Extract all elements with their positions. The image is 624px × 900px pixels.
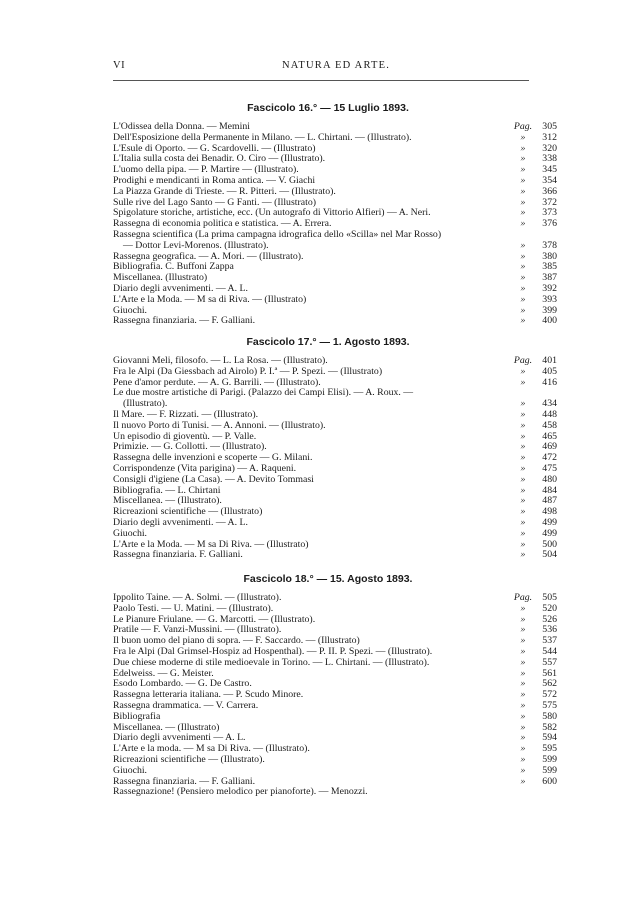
entry-page-marker: »	[520, 441, 526, 453]
toc-entry	[113, 293, 557, 306]
entry-page-marker: »	[520, 721, 526, 733]
entry-page-marker: »	[520, 239, 526, 251]
entry-page-number: 472	[542, 452, 557, 464]
entry-page-marker: »	[520, 131, 526, 143]
fascicolo-16-section	[113, 102, 557, 327]
entry-page-number: 562	[542, 678, 557, 690]
entry-title: L'Italia sulla costa dei Benadir. O. Ciro — (Illustrato).	[113, 153, 326, 165]
entry-title: Corrispondenze (Vita parigina) — A. Raqueni.	[113, 462, 297, 474]
entry-page-marker: »	[520, 153, 526, 165]
entry-page-marker: »	[520, 516, 526, 528]
entry-title: Consigli d'igiene (La Casa). — A. Devito Tommasi	[113, 473, 314, 485]
entry-page-marker: »	[520, 710, 526, 722]
entry-page-marker: »	[520, 282, 526, 294]
entry-page-number: 405	[542, 365, 557, 377]
entry-page-number: 499	[542, 527, 557, 539]
entry-title: Rassegna delle invenzioni e scoperte — G. Milani.	[113, 452, 313, 464]
entry-page-number: 465	[542, 430, 557, 442]
entry-title: Rassegna geografica. — A. Mori. — (Illustrato).	[113, 250, 304, 262]
fascicolo-17-section	[113, 336, 557, 561]
entry-page-marker: »	[520, 419, 526, 431]
entry-title: Giovanni Meli, filosofo. — L. La Rosa. — (Illustrato).	[113, 355, 328, 366]
entry-page-number: 380	[542, 250, 557, 262]
entry-title: Sulle rive del Lago Santo — G Fanti. — (Illustrato)	[113, 196, 316, 208]
entry-page-marker: »	[520, 549, 526, 561]
entry-title: Le due mostre artistiche di Parigi. (Palazzo dei Campi Elisi). — A. Roux. —	[113, 387, 414, 399]
entry-page-number: 312	[542, 131, 557, 143]
entry-page-marker: »	[520, 261, 526, 273]
entry-list	[113, 121, 557, 327]
entry-page-marker: »	[520, 304, 526, 316]
toc-entry	[113, 185, 557, 198]
entry-title: Spigolature storiche, artistiche, ecc. (Un autografo di Vittorio Alfieri) — A. Neri.	[113, 207, 431, 219]
entry-title: Ippolito Taine. — A. Solmi. — (Illustrato).	[113, 592, 282, 603]
entry-page-number: 498	[542, 506, 557, 518]
toc-entry	[113, 699, 557, 712]
entry-title: Rassegna scientifica (La prima campagna idrografica dello «Scilla» nel Mar Rosso)	[113, 228, 442, 240]
entry-list	[113, 355, 557, 561]
entry-page-number: 504	[542, 549, 557, 561]
entry-page-number: 575	[542, 699, 557, 711]
entry-title: Miscellanea. (Illustrato)	[113, 272, 208, 284]
header-rule	[113, 80, 529, 81]
fascicolo-18-section	[113, 573, 557, 798]
entry-page-number: 387	[542, 272, 557, 284]
entry-page-number: 372	[542, 196, 557, 208]
entry-title: L'Arte e la moda. — M sa Di Riva. — (Illustrato).	[113, 743, 310, 755]
toc-entry	[113, 549, 557, 561]
entry-title: L'Arte e la Moda. — M sa Di Riva. — (Illustrato)	[113, 538, 309, 550]
entry-page-number: 378	[542, 239, 557, 251]
entry-page-number: 392	[542, 282, 557, 294]
entry-page-number: 400	[542, 315, 557, 327]
entry-page-marker: »	[520, 753, 526, 765]
entry-page-marker: »	[520, 538, 526, 550]
entry-page-number: 320	[542, 142, 557, 154]
entry-page-marker: »	[520, 635, 526, 647]
entry-title: L'Arte e la Moda. — M sa di Riva. — (Illustrato)	[113, 293, 307, 305]
entry-title: Rassegna di economia politica e statistica. — A. Errera.	[113, 218, 332, 230]
entry-page-number: 595	[542, 743, 557, 755]
entry-page-marker: »	[520, 473, 526, 485]
entry-title: Rassegna finanziaria. F. Galliani.	[113, 549, 243, 561]
entry-title: Bibliografia. — L. Chirtani	[113, 484, 221, 496]
entry-title: Diario degli avvenimenti — A. L.	[113, 732, 246, 744]
entry-page-marker: »	[520, 624, 526, 636]
toc-entry	[113, 315, 557, 327]
entry-page-marker: »	[520, 645, 526, 657]
entry-title: Il buon uomo del piano di sopra. — F. Saccardo. — (Illustrato)	[113, 635, 360, 647]
entry-page-marker: »	[520, 678, 526, 690]
entry-page-number: 385	[542, 261, 557, 273]
entry-page-number: 354	[542, 174, 557, 186]
toc-entry	[113, 764, 557, 777]
entry-page-marker: Pag.	[513, 121, 533, 132]
entry-page-marker: »	[520, 602, 526, 614]
entry-page-number: 499	[542, 516, 557, 528]
toc-entry	[113, 656, 557, 669]
entry-page-marker: »	[520, 315, 526, 327]
entry-page-number: 537	[542, 635, 557, 647]
entry-title: Giuochi.	[113, 527, 148, 539]
entry-page-number: 345	[542, 164, 557, 176]
entry-title: Paolo Testi. — U. Matini. — (Illustrato).	[113, 602, 274, 614]
entry-page-number: 536	[542, 624, 557, 636]
entry-title: Rassegna letteraria italiana. — P. Scudo Minore.	[113, 689, 304, 701]
entry-title: Rassegna finanziaria. — F. Galliani.	[113, 775, 256, 787]
entry-page-marker: »	[520, 699, 526, 711]
entry-title: Pratile — F. Vanzi-Mussini. — (Illustrato).	[113, 624, 282, 636]
entry-page-number: 373	[542, 207, 557, 219]
toc-entry	[113, 753, 557, 766]
entry-title: Dell'Esposizione della Permanente in Milano. — L. Chirtani. — (Illustrato).	[113, 131, 412, 143]
entry-page-marker: »	[520, 667, 526, 679]
entry-page-marker: »	[520, 613, 526, 625]
entry-page-number: 458	[542, 419, 557, 431]
entry-title: L'Esule di Oporto. — G. Scardovelli. — (Illustrato)	[113, 142, 316, 154]
entry-page-number: 401	[542, 355, 557, 366]
entry-page-marker: Pag.	[513, 592, 533, 603]
entry-page-marker: »	[520, 408, 526, 420]
entry-page-number: 487	[542, 495, 557, 507]
entry-title: Diario degli avvenimenti. — A. L.	[113, 516, 248, 528]
entry-page-marker: »	[520, 732, 526, 744]
entry-title: Fra le Alpi (Da Giessbach ad Airolo) P. I.ª — P. Spezi. — (Illustrato)	[113, 365, 383, 377]
entry-page-marker: »	[520, 293, 526, 305]
entry-title: Il nuovo Porto di Tunisi. — A. Annoni. — (Illustrato).	[113, 419, 326, 431]
section-title: Fascicolo 16.° — 15 Luglio 1893.	[247, 102, 409, 114]
entry-title: — Dottor Levi-Morenos. (Illustrato).	[123, 239, 269, 251]
entry-page-number: 599	[542, 753, 557, 765]
section-title: Fascicolo 17.° — 1. Agosto 1893.	[246, 336, 410, 348]
toc-entry	[113, 787, 543, 798]
entry-page-number: 434	[542, 398, 557, 410]
entry-title: Il Mare. — F. Rizzati. — (Illustrato).	[113, 408, 259, 420]
toc-entry	[113, 527, 557, 540]
entry-page-number: 572	[542, 689, 557, 701]
entry-page-marker: »	[520, 764, 526, 776]
toc-entry	[113, 516, 557, 529]
toc-entry	[113, 419, 557, 432]
entry-page-number: 469	[542, 441, 557, 453]
entry-page-marker: »	[520, 689, 526, 701]
entry-page-marker: »	[520, 452, 526, 464]
entry-page-number: 594	[542, 732, 557, 744]
toc-entry	[113, 388, 543, 399]
entry-title: L'Odissea della Donna. — Memini	[113, 121, 250, 132]
entry-page-number: 599	[542, 764, 557, 776]
entry-title: Pene d'amor perdute. — A. G. Barrili. — (Illustrato).	[113, 376, 321, 388]
toc-entry	[113, 239, 557, 252]
entry-page-marker: »	[520, 142, 526, 154]
entry-title: Due chiese moderne di stile medioevale in Torino. — L. Chirtani. — (Illustrato).	[113, 656, 430, 668]
entry-page-number: 338	[542, 153, 557, 165]
entry-page-number: 399	[542, 304, 557, 316]
entry-title: Miscellanea. — (Illustrato)	[113, 721, 220, 733]
entry-title: Miscellanea. — (Illustrato).	[113, 495, 222, 507]
entry-page-marker: »	[520, 527, 526, 539]
entry-page-marker: »	[520, 430, 526, 442]
toc-entry	[113, 710, 557, 723]
entry-page-marker: »	[520, 218, 526, 230]
entry-page-number: 305	[542, 121, 557, 132]
entry-page-number: 520	[542, 602, 557, 614]
toc-entry	[113, 473, 557, 486]
entry-title: Le Pianure Friulane. — G. Marcotti. — (Illustrato).	[113, 613, 316, 625]
entry-title: Giuochi.	[113, 764, 148, 776]
entry-page-marker: »	[520, 398, 526, 410]
toc-entry	[113, 602, 557, 615]
entry-page-marker: »	[520, 656, 526, 668]
entry-title: Ricreazioni scientifiche — (Illustrato).	[113, 753, 265, 765]
entry-title: Edelweiss. — G. Meister.	[113, 667, 214, 679]
entry-page-number: 366	[542, 185, 557, 197]
entry-page-marker: »	[520, 164, 526, 176]
page-number: VI	[113, 60, 126, 71]
entry-page-number: 557	[542, 656, 557, 668]
entry-title: La Piazza Grande di Trieste. — R. Pitteri. — (Illustrato).	[113, 185, 336, 197]
entry-page-marker: »	[520, 185, 526, 197]
entry-title: Rassegnazione! (Pensiero melodico per pianoforte). — Menozzi.	[113, 786, 368, 798]
entry-page-number: 475	[542, 462, 557, 474]
entry-page-number: 580	[542, 710, 557, 722]
entry-page-marker: »	[520, 484, 526, 496]
entry-page-number: 505	[542, 592, 557, 603]
entry-title: Diario degli avvenimenti. — A. L.	[113, 282, 248, 294]
entry-page-number: 526	[542, 613, 557, 625]
toc-entry	[113, 131, 557, 144]
entry-page-marker: Pag.	[513, 355, 533, 366]
entry-page-marker: »	[520, 775, 526, 787]
entry-page-marker: »	[520, 207, 526, 219]
entry-title: Un episodio di gioventù. — P. Valle.	[113, 430, 257, 442]
entry-page-marker: »	[520, 196, 526, 208]
entry-page-number: 582	[542, 721, 557, 733]
entry-list	[113, 592, 557, 798]
entry-title: Prodighi e mendicanti in Roma antica. — V. Giachi	[113, 174, 316, 186]
entry-title: Esodo Lombardo. — G. De Castro.	[113, 678, 252, 690]
entry-page-number: 544	[542, 645, 557, 657]
entry-page-marker: »	[520, 376, 526, 388]
entry-page-number: 480	[542, 473, 557, 485]
entry-title: Giuochi.	[113, 304, 148, 316]
entry-page-marker: »	[520, 174, 526, 186]
entry-title: L'uomo della pipa. — P. Martire — (Illustrato).	[113, 164, 299, 176]
entry-page-marker: »	[520, 495, 526, 507]
entry-page-marker: »	[520, 462, 526, 474]
entry-page-number: 600	[542, 775, 557, 787]
entry-page-number: 484	[542, 484, 557, 496]
entry-page-number: 416	[542, 376, 557, 388]
entry-title: Fra le Alpi (Dal Grimsel-Hospiz ad Hospenthal). — P. II. P. Spezi. — (Illustrato).	[113, 645, 433, 657]
entry-page-number: 393	[542, 293, 557, 305]
entry-title: Ricreazioni scientifiche — (Illustrato)	[113, 506, 263, 518]
entry-page-number: 500	[542, 538, 557, 550]
section-title: Fascicolo 18.° — 15. Agosto 1893.	[243, 573, 413, 585]
entry-title: (Illustrato).	[123, 398, 168, 410]
running-title: NATURA ED ARTE.	[282, 60, 391, 71]
entry-title: Primizie. — G. Collotti. — (Illustrato).	[113, 441, 267, 453]
entry-page-marker: »	[520, 743, 526, 755]
entry-title: Bibliografia	[113, 710, 161, 722]
entry-title: Bibliografia. C. Buffoni Zappa	[113, 261, 234, 273]
entry-page-marker: »	[520, 506, 526, 518]
entry-page-marker: »	[520, 272, 526, 284]
entry-title: Rassegna finanziaria. — F. Galliani.	[113, 315, 256, 327]
entry-title: Rassegna drammatica. — V. Carrera.	[113, 699, 259, 711]
toc-entry	[113, 365, 557, 378]
entry-page-number: 376	[542, 218, 557, 230]
entry-page-number: 561	[542, 667, 557, 679]
entry-page-marker: »	[520, 250, 526, 262]
entry-page-marker: »	[520, 365, 526, 377]
entry-page-number: 448	[542, 408, 557, 420]
